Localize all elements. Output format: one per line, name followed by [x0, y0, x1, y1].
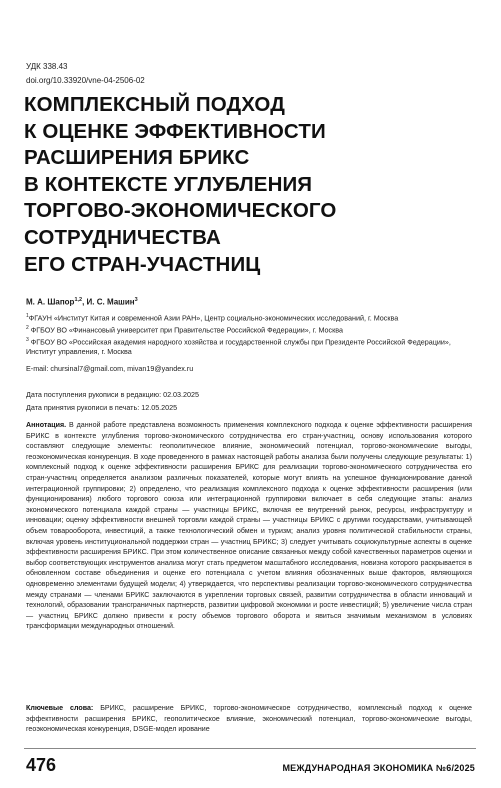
- doi-link[interactable]: doi.org/10.33920/vne-04-2506-02: [26, 76, 145, 85]
- author-name: И. С. Машин: [86, 297, 135, 307]
- title-line: СОТРУДНИЧЕСТВА: [24, 225, 221, 249]
- udc-code: УДК 338.43: [26, 62, 68, 71]
- affiliation-mark: 2: [26, 325, 29, 331]
- abstract-label: Аннотация.: [26, 421, 67, 429]
- affiliation: [26, 336, 466, 356]
- abstract-text: В данной работе представлена возможность применения комплексного подхода к оценке эффективности расширения БРИКС в контексте углубления торгово-экономического сотрудничества его стран-участниц, основу использования которого составляют следующие элементы: геополитическое влияние, экономический потенциал, торгово-экономические выгоды, геоэкономическая конкуренция. В ходе проведенного в рамках настоящей работы анализа были получены следующие результаты: 1) комплексный подход к оценке эффективности расширения БРИКС для реализации торгово-экономического сотрудничества его стран-участниц определяется анализом различных показателей, которые могут влиять на успешное функционирование данной интеграционной группировки; 2) определено, что реализация комплексного подхода к оценке эффективности расширения (или функционирования) любого торгового союза или интеграционной группировки включает в себя следующие этапы: анализ экономического потенциала каждой страны — участницы БРИКС, включая ее внутренний рынок, ресурсы, инфраструктуру и инновации; оценку эффективности внешней торговли каждой страны — участницы БРИКС с другими государствами, учитывающей объем товарооборота, инвестиций, а также технологический обмен и туризм; анализ уровня политической стабильности страны, включая уровень институциональной поддержки стран — участниц БРИКС; 3) следует учитывать социокультурные аспекты в оценке эффективности расширения БРИКС. При этом количественное описание связанных между собой качественных параметров оценки и выбор соответствующих инструментов анализа могут стать предметом масштабного исследования, новизна которого раскрывается в обновленном составе объединения и оценке его потенциала с учетом влияния обозначенных выше факторов, являющихся одновременно элементами будущей модели; 4) утверждается, что перспективы реализации торгово-экономического сотрудничества между странами — членами БРИКС заключаются в укреплении торговых связей, развитии сотрудничества в области инноваций и технологий, образовании трансграничных партнерств, развитии цифровой экономики и росте инвестиций; 5) увеличение числа стран — участниц БРИКС должно привести к росту объемов торгового оборота и явиться значимым механизмом в условиях трансформации международных отношений.: [26, 421, 472, 631]
- received-date: Дата поступления рукописи в редакцию: 02.03.2025: [26, 390, 200, 399]
- title-line: РАСШИРЕНИЯ БРИКС: [24, 146, 250, 170]
- title-line: КОМПЛЕКСНЫЙ ПОДХОД: [24, 93, 285, 116]
- author-separator: ,: [82, 297, 87, 307]
- author-affiliation-mark: 3: [134, 297, 138, 303]
- keywords-label: Ключевые слова:: [26, 704, 94, 712]
- title-line: ТОРГОВО-ЭКОНОМИЧЕСКОГО: [24, 199, 337, 223]
- title-line: В КОНТЕКСТЕ УГЛУБЛЕНИЯ: [24, 172, 313, 196]
- article-title: [24, 92, 484, 278]
- author-name: М. А. Шапор: [26, 297, 75, 307]
- affiliation-text: ФГАУН «Институт Китая и современной Азии РАН», Центр социально-экономических исследований, г. Москва: [28, 313, 399, 323]
- affiliation-text: ФГБОУ ВО «Финансовый университет при Правительстве Российской Федерации», г. Москва: [28, 325, 344, 335]
- keywords: [26, 703, 472, 735]
- affiliation-mark: 1: [26, 313, 29, 319]
- keywords-text: БРИКС, расширение БРИКС, торгово-экономическое сотрудничество, комплексный подход к оценке эффективности расширения БРИКС, геополитическое влияние, экономический потенциал, торгово-экономические выгоды, геоэкономическая конкуренция, DSGE-модел ирование: [26, 704, 472, 734]
- accepted-date: Дата принятия рукописи в печать: 12.05.2025: [26, 403, 178, 412]
- page-number: 476: [26, 755, 57, 775]
- journal-name: МЕЖДУНАРОДНАЯ ЭКОНОМИКА №6/2025: [282, 763, 475, 773]
- footer-divider: [24, 748, 476, 749]
- affiliation: [26, 324, 466, 335]
- authors-line: [26, 297, 138, 307]
- affiliation: [26, 312, 466, 323]
- title-line: К ОЦЕНКЕ ЭФФЕКТИВНОСТИ: [24, 119, 326, 143]
- affiliation-mark: 3: [26, 337, 29, 343]
- abstract: [26, 420, 472, 632]
- contact-email[interactable]: E-mail: chursinal7@gmail.com, mivan19@yandex.ru: [26, 364, 194, 373]
- title-line: ЕГО СТРАН-УЧАСТНИЦ: [24, 252, 261, 276]
- author-affiliation-mark: 1,2: [74, 297, 83, 303]
- affiliation-text: ФГБОУ ВО «Российская академия народного хозяйства и государственной службы при Президенте Российской Федерации», Институт управления, г. Москва: [26, 337, 451, 356]
